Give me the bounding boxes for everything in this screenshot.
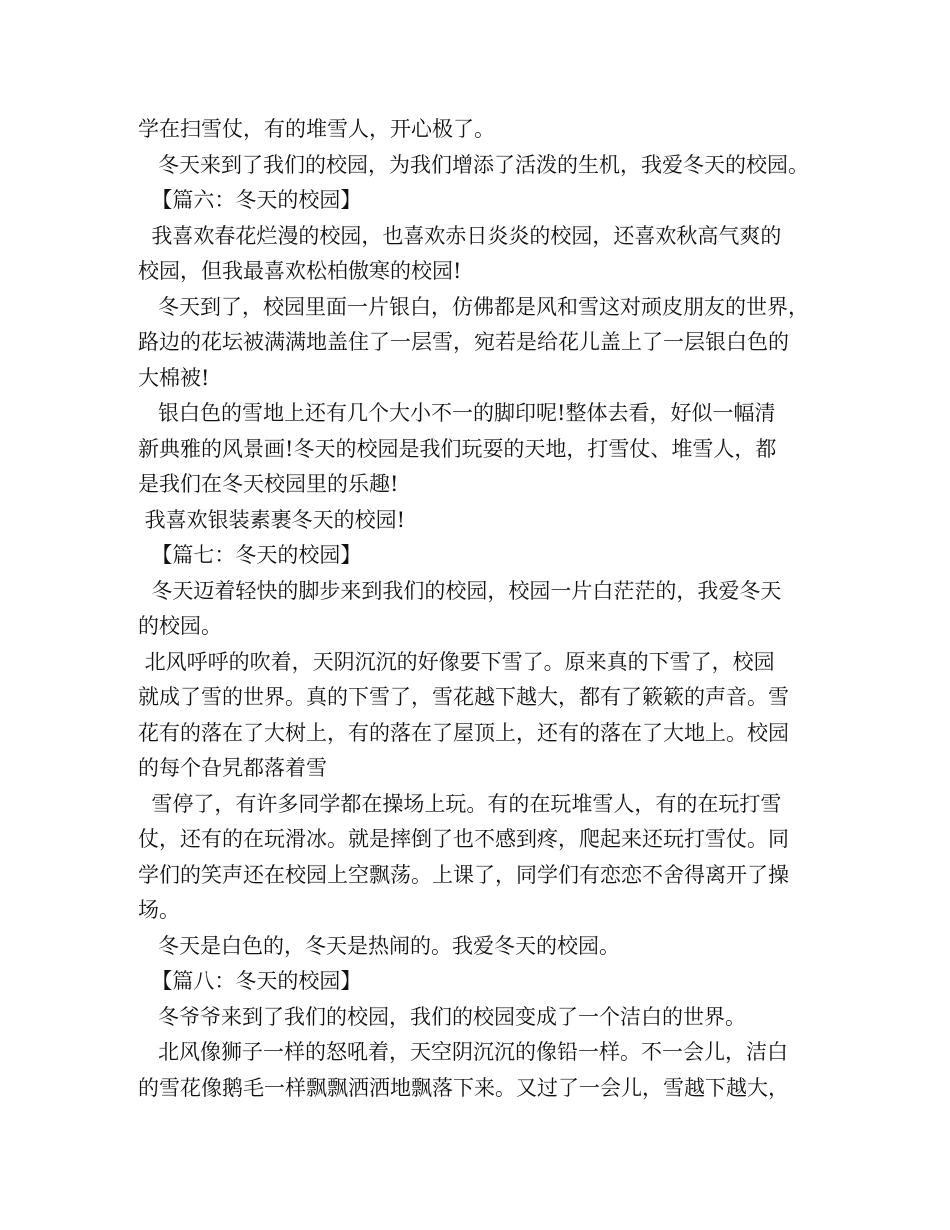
text-line: 学们的笑声还在校园上空飘荡。上课了，同学们有恋恋不舍得离开了操 xyxy=(138,862,789,887)
section-heading: 【篇八：冬天的校园】 xyxy=(138,969,362,993)
text-line: 的雪花像鹅毛一样飘飘洒洒地飘落下来。又过了一会儿，雪越下越大， xyxy=(138,1075,789,1100)
text-line: 新典雅的风景画!冬天的校园是我们玩耍的天地，打雪仗、堆雪人，都 xyxy=(138,436,777,461)
text-line: 北风像狮子一样的怒吼着，天空阴沉沉的像铅一样。不一会儿，洁白 xyxy=(138,1040,789,1064)
text-line: 的校园。 xyxy=(138,614,222,638)
text-line: 仗，还有的在玩滑冰。就是摔倒了也不感到疼，爬起来还玩打雪仗。同 xyxy=(138,827,789,851)
text-line: 冬天来到了我们的校园，为我们增添了活泼的生机，我爱冬天的校园。 xyxy=(138,152,810,177)
section-heading: 【篇六：冬天的校园】 xyxy=(138,188,362,212)
text-line: 冬天到了，校园里面一片银白，仿佛都是风和雪这对顽皮朋友的世界， xyxy=(138,294,810,319)
text-line: 的每个旮旯都落着雪 xyxy=(138,756,327,780)
text-line: 冬爷爷来到了我们的校园，我们的校园变成了一个洁白的世界。 xyxy=(138,1004,747,1029)
text-line: 学在扫雪仗，有的堆雪人，开心极了。 xyxy=(138,117,495,141)
text-line: 花有的落在了大树上，有的落在了屋顶上，还有的落在了大地上。校园 xyxy=(138,720,789,745)
text-line: 校园，但我最喜欢松柏傲寒的校园! xyxy=(138,259,462,283)
text-line: 冬天是白色的，冬天是热闹的。我爱冬天的校园。 xyxy=(138,933,621,958)
text-line: 我喜欢银装素裹冬天的校园! xyxy=(138,507,406,532)
text-line: 就成了雪的世界。真的下雪了，雪花越下越大，都有了簌簌的声音。雪 xyxy=(138,685,789,709)
document-body xyxy=(138,112,828,1106)
text-line: 我喜欢春花烂漫的校园，也喜欢赤日炎炎的校园，还喜欢秋高气爽的 xyxy=(138,223,782,248)
text-line: 是我们在冬天校园里的乐趣! xyxy=(138,472,399,496)
text-line: 冬天迈着轻快的脚步来到我们的校园，校园一片白茫茫的，我爱冬天 xyxy=(138,578,782,603)
text-line: 场。 xyxy=(138,898,180,922)
text-line: 雪停了，有许多同学都在操场上玩。有的在玩堆雪人，有的在玩打雪 xyxy=(138,791,782,816)
section-heading: 【篇七：冬天的校园】 xyxy=(138,543,362,567)
text-line: 大棉被! xyxy=(138,365,210,390)
text-line: 银白色的雪地上还有几个大小不一的脚印呢!整体去看，好似一幅清 xyxy=(138,401,776,425)
text-line: 路边的花坛被满满地盖住了一层雪，宛若是给花儿盖上了一层银白色的 xyxy=(138,330,789,354)
text-line: 北风呼呼的吹着，天阴沉沉的好像要下雪了。原来真的下雪了，校园 xyxy=(138,649,775,674)
